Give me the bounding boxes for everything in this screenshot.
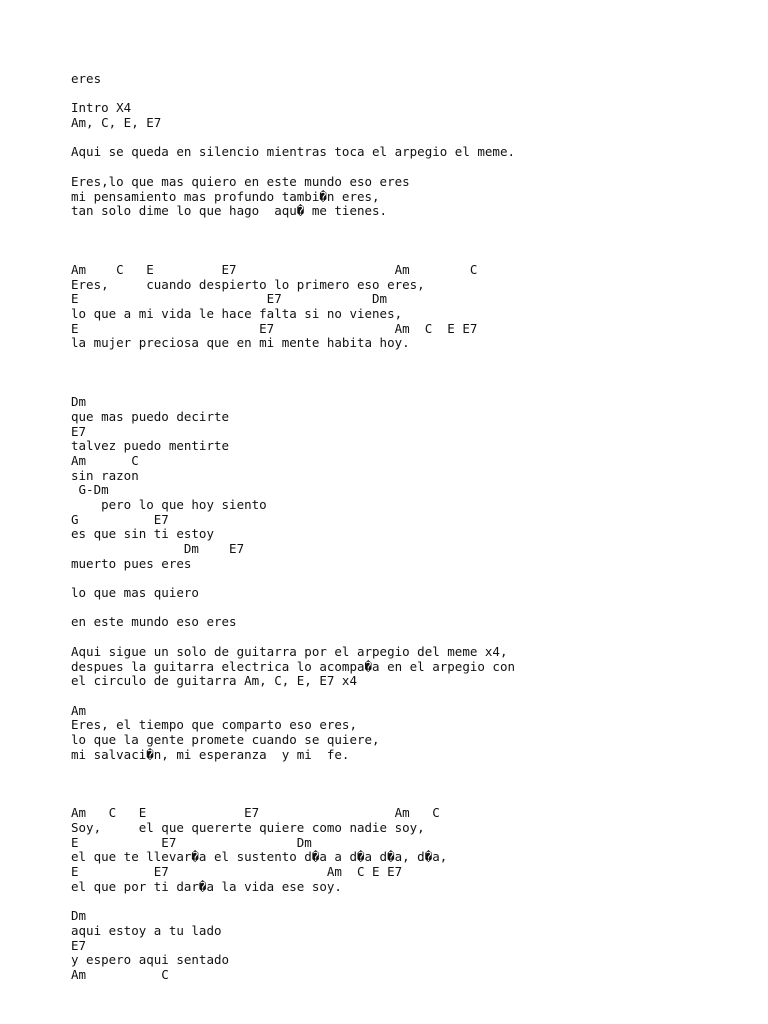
text-line: G E7 [71,511,169,527]
text-line: Dm [71,394,87,410]
text-line [71,601,751,616]
text-line: aqui estoy a tu lado [71,922,222,938]
text-line: Am, C, E, E7 [71,115,162,131]
text-line: Aqui sigue un solo de guitarra por el arpegio del meme x4, [71,643,508,659]
text-line: pero lo que hoy siento [71,496,267,512]
text-line: muerto pues eres [71,555,192,571]
text-line [71,895,751,910]
text-line: E7 [71,423,87,439]
text-line: en este mundo eso eres [71,614,237,630]
text-line: G-Dm [71,482,109,498]
text-line: y espero aqui sentado [71,952,230,968]
text-line [71,571,751,586]
text-line: Eres,lo que mas quiero en este mundo eso eres [71,173,410,189]
text-line: el que te llevar�a el sustento d�a a d�a d�a, d�a, [71,849,448,865]
text-line: Dm [71,908,87,924]
text-line: el circulo de guitarra Am, C, E, E7 x4 [71,673,357,689]
text-line: talvez puedo mentirte [71,438,230,454]
text-line: lo que a mi vida le hace falta si no vienes, [71,306,403,321]
text-line: lo que la gente promete cuando se quiere, [71,731,380,747]
text-line [71,87,751,102]
text-line [71,219,751,234]
text-line: el que por ti dar�a la vida ese soy. [71,878,342,894]
text-line [71,792,751,807]
text-line: que mas puedo decirte [71,408,230,424]
text-line: Intro X4 [71,100,132,116]
text-line: lo que mas quiero [71,585,199,601]
text-line: despues la guitarra electrica lo acompa�a en el arpegio con [71,658,516,674]
text-line: Eres, cuando despierto lo primero eso eres, [71,276,425,292]
text-line [71,630,751,645]
song-document [71,72,751,983]
text-line [71,380,751,395]
text-line [71,248,751,263]
text-line: la mujer preciosa que en mi mente habita hoy. [71,335,410,351]
text-line [71,160,751,175]
text-line [71,234,751,249]
text-line: Am [71,702,87,718]
text-line: E E7 Am C E E7 [71,320,478,336]
text-line: mi pensamiento mas profundo tambi�n eres, [71,188,380,204]
text-line: Aqui se queda en silencio mientras toca el arpegio el meme. [71,144,516,160]
text-line: E E7 Dm [71,291,388,307]
text-line: Eres, el tiempo que comparto eso eres, [71,717,357,733]
text-line [71,689,751,704]
text-line: es que sin ti estoy [71,526,214,542]
text-line: tan solo dime lo que hago aqu� me tienes. [71,203,388,219]
text-line: Dm E7 [71,541,245,556]
text-line: E7 [71,937,87,953]
text-line: sin razon [71,467,139,483]
text-line: Am C E E7 Am C [71,805,440,821]
text-line: Am C [71,966,169,982]
text-line: eres [71,71,102,86]
text-line [71,131,751,146]
text-line [71,351,751,366]
text-line [71,777,751,792]
text-line: Soy, el que quererte quiere como nadie soy, [71,820,425,836]
text-line [71,366,751,381]
text-line: E E7 Dm [71,834,312,850]
text-line [71,762,751,777]
text-line: E E7 Am C E E7 [71,864,403,880]
text-line: Am C E E7 Am C [71,261,478,277]
text-line: Am C [71,452,139,468]
text-line: mi salvaci�n, mi esperanza y mi fe. [71,746,350,762]
